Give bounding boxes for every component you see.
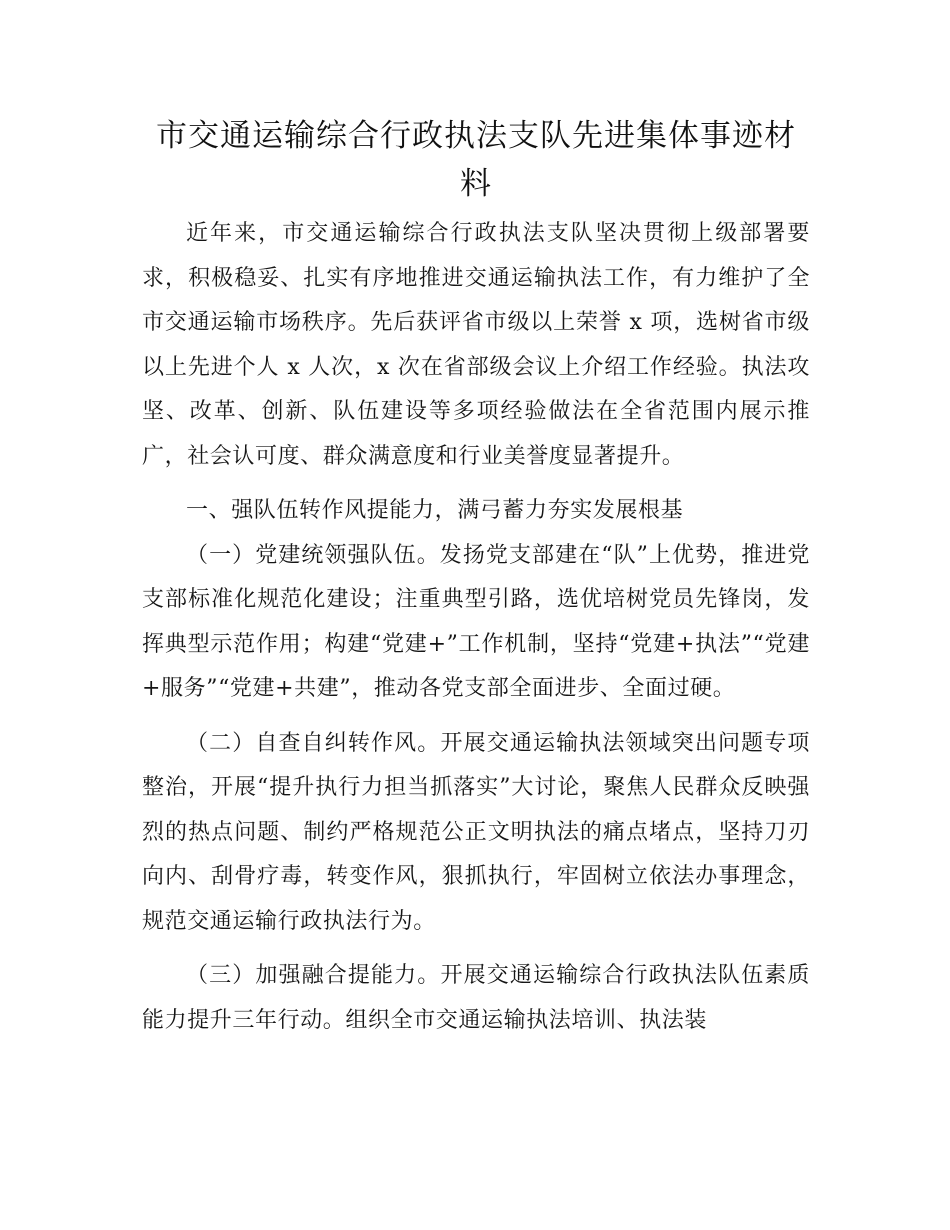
subsection-paragraph-3: （三）加强融合提能力。开展交通运输综合行政执法队伍素质能力提升三年行动。组织全市交通运输执法培训、执法装 xyxy=(142,963,810,1033)
intro-paragraph: 近年来，市交通运输综合行政执法支队坚决贯彻上级部署要求，积极稳妥、扎实有序地推进交通运输执法工作，有力维护了全市交通运输市场秩序。先后获评省市级以上荣誉 x 项，选树省市级以上先进个人 x 人次，x 次在省部级会议上介绍工作经验。执法攻坚、改革、创新、队伍建设等多项经验做法在全省范围内展示推广，社会认可度、群众满意度和行业美誉度显著提升。 xyxy=(142,221,810,469)
section-heading-1: 一、强队伍转作风提能力，满弓蓄力夯实发展根基 xyxy=(186,498,684,523)
document-body xyxy=(142,212,810,1043)
subsection-paragraph-2: （二）自查自纠转作风。开展交通运输执法领域突出问题专项整治，开展“提升执行力担当抓落实”大讨论，聚焦人民群众反映强烈的热点问题、制约严格规范公正文明执法的痛点堵点，坚持刀刃向内、刮骨疗毒，转变作风，狠抓执行，牢固树立依法办事理念，规范交通运输行政执法行为。 xyxy=(142,730,810,934)
document-title: 市交通运输综合行政执法支队先进集体事迹材料 xyxy=(156,118,796,202)
subsection-paragraph-1: （一）党建统领强队伍。发扬党支部建在“队”上优势，推进党支部标准化规范化建设；注重典型引路，选优培树党员先锋岗，发挥典型示范作用；构建“党建+”工作机制，坚持“党建+执法”“党建+服务”“党建+共建”，推动各党支部全面进步、全面过硬。 xyxy=(142,542,810,701)
